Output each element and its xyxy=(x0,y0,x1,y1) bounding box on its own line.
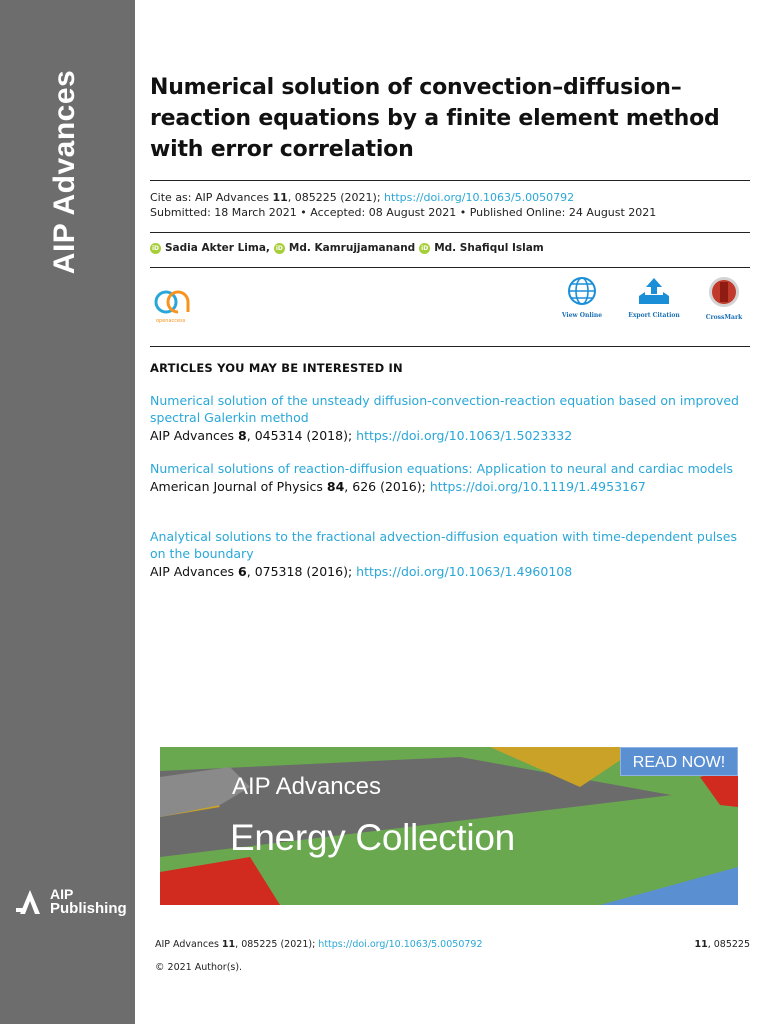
footer-journal: AIP Advances xyxy=(155,939,222,950)
article-title: Numerical solution of convection–diffusion–reaction equations by a finite element method with error correlation xyxy=(150,75,720,162)
divider xyxy=(150,267,750,268)
footer-volume: 11 xyxy=(221,939,236,950)
journal-sidebar xyxy=(0,0,135,1024)
author-name[interactable]: Sadia Akter Lima xyxy=(165,242,266,254)
open-access-label: openaccess xyxy=(156,318,186,324)
related-rest: , 075318 (2016); xyxy=(246,564,357,579)
orcid-icon[interactable]: iD xyxy=(421,244,429,252)
journal-name-vertical: AIP Advances xyxy=(48,69,81,275)
related-journal: AIP Advances xyxy=(150,564,239,579)
footer-page-number xyxy=(694,939,750,950)
related-rest: , 626 (2016); xyxy=(344,479,430,494)
publisher-logo[interactable] xyxy=(16,886,128,920)
related-rest: , 045314 (2018); xyxy=(246,428,357,443)
view-online-label: View Online xyxy=(561,312,603,319)
cite-prefix: Cite as: AIP Advances xyxy=(150,191,273,204)
publisher-name-line2: Publishing xyxy=(50,900,127,917)
crossmark-label: CrossMark xyxy=(705,314,743,321)
energy-collection-banner[interactable] xyxy=(160,747,738,905)
orcid-icon[interactable]: iD xyxy=(151,244,160,252)
related-article-citation xyxy=(150,427,750,444)
related-article xyxy=(150,392,750,444)
citation-line xyxy=(150,191,574,204)
related-journal: American Journal of Physics xyxy=(150,479,327,494)
related-articles-heading: ARTICLES YOU MAY BE INTERESTED IN xyxy=(150,361,403,375)
read-now-button[interactable]: READ NOW! xyxy=(620,747,738,776)
related-article xyxy=(150,460,750,495)
related-doi-link[interactable]: https://doi.org/10.1063/1.5023332 xyxy=(356,428,573,443)
related-article-title-link[interactable]: Numerical solution of the unsteady diffusion-convection-reaction equation based on improved spectral Galerkin method xyxy=(150,393,739,425)
export-citation-label: Export Citation xyxy=(628,312,680,319)
author-list xyxy=(150,242,544,254)
cite-volume: 11 xyxy=(272,191,288,204)
related-volume: 6 xyxy=(238,564,247,579)
related-doi-link[interactable]: https://doi.org/10.1063/1.4960108 xyxy=(356,564,573,579)
footer-citation xyxy=(155,939,483,950)
export-icon xyxy=(637,276,671,306)
related-article-title-link[interactable]: Analytical solutions to the fractional advection-diffusion equation with time-dependent pulses on the boundary xyxy=(150,529,737,561)
footer-page-article: , 085225 xyxy=(707,939,750,950)
publisher-name-line1: AIP xyxy=(50,886,74,902)
orcid-icon[interactable]: iD xyxy=(275,244,283,252)
banner-collection-name: Energy Collection xyxy=(230,817,515,858)
author-name[interactable]: Md. Kamrujjaman xyxy=(288,242,394,254)
related-article-citation xyxy=(150,563,750,580)
related-article-title-link[interactable]: Numerical solutions of reaction-diffusion equations: Application to neural and cardiac models xyxy=(150,461,734,476)
related-volume: 84 xyxy=(326,479,345,494)
export-citation-button[interactable] xyxy=(624,276,684,319)
related-doi-link[interactable]: https://doi.org/10.1119/1.4953167 xyxy=(429,479,646,494)
divider xyxy=(150,346,750,347)
footer-page-volume: 11 xyxy=(694,939,708,950)
article-doi-link[interactable]: https://doi.org/10.1063/5.0050792 xyxy=(384,191,575,204)
view-online-button[interactable] xyxy=(552,276,612,319)
divider xyxy=(150,232,750,233)
author-separator: and xyxy=(393,242,416,254)
banner-journal-name: AIP Advances xyxy=(232,773,381,800)
related-article xyxy=(150,528,750,580)
publication-dates: Submitted: 18 March 2021 • Accepted: 08 August 2021 • Published Online: 24 August 2021 xyxy=(150,206,657,219)
crossmark-button[interactable] xyxy=(694,276,754,321)
author-separator: , xyxy=(265,242,270,254)
divider xyxy=(150,180,750,181)
related-volume: 8 xyxy=(238,428,247,443)
copyright-notice: © 2021 Author(s). xyxy=(155,962,243,973)
footer-doi-link[interactable]: https://doi.org/10.1063/5.0050792 xyxy=(318,939,483,950)
related-journal: AIP Advances xyxy=(150,428,239,443)
crossmark-icon xyxy=(707,276,741,308)
aip-logo-icon xyxy=(16,888,46,916)
author-name[interactable]: Md. Shafiqul Islam xyxy=(434,242,544,254)
globe-icon xyxy=(567,276,597,306)
related-article-citation xyxy=(150,478,750,495)
footer-rest: , 085225 (2021); xyxy=(235,939,319,950)
cite-rest: , 085225 (2021); xyxy=(287,191,385,204)
